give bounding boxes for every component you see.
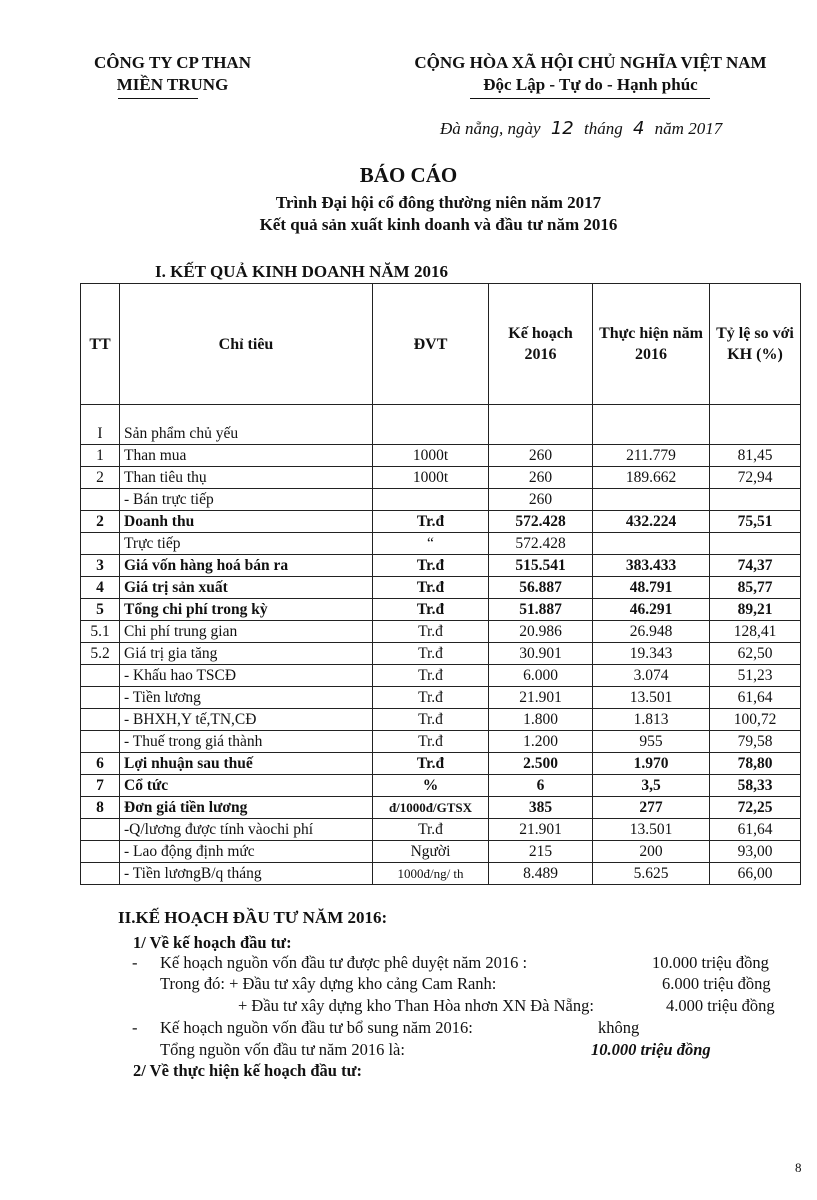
cell-tt: 5.2	[81, 643, 120, 665]
cell-actual: 48.791	[593, 577, 710, 599]
cell-actual: 200	[593, 841, 710, 863]
header-unit: ĐVT	[373, 284, 489, 405]
cell-name: - Tiền lươngB/q tháng	[120, 863, 373, 885]
header-ratio: Tỷ lệ so với KH (%)	[710, 284, 801, 405]
business-results-table	[80, 283, 801, 885]
cell-name: -Q/lương được tính vàochi phí	[120, 819, 373, 841]
additional-capital-value: không	[598, 1018, 640, 1037]
cell-name: - Bán trực tiếp	[120, 489, 373, 511]
company-line-2: MIỀN TRUNG	[116, 75, 229, 94]
cell-plan: 6.000	[489, 665, 593, 687]
table-row	[81, 753, 801, 775]
cell-name: - BHXH,Y tế,TN,CĐ	[120, 709, 373, 731]
cell-ratio: 72,25	[710, 797, 801, 819]
table-row	[81, 445, 801, 467]
cell-name: Doanh thu	[120, 511, 373, 533]
cell-ratio: 79,58	[710, 731, 801, 753]
investment-implementation-heading: 2/ Về thực hiện kế hoạch đầu tư:	[133, 1061, 362, 1080]
cell-unit: 1000t	[373, 445, 489, 467]
cell-unit: Tr.đ	[373, 555, 489, 577]
cell-plan: 260	[489, 445, 593, 467]
cell-tt: 5.1	[81, 621, 120, 643]
cell-unit: Tr.đ	[373, 687, 489, 709]
investment-plan-heading: 1/ Về kế hoạch đầu tư:	[133, 933, 292, 952]
cam-ranh-value: 6.000 triệu đồng	[662, 974, 771, 993]
table-row	[81, 577, 801, 599]
cell-tt: 1	[81, 445, 120, 467]
cell-unit: Người	[373, 841, 489, 863]
cell-ratio: 75,51	[710, 511, 801, 533]
additional-capital-text: Kế hoạch nguồn vốn đầu tư bổ sung năm 2016:	[160, 1018, 473, 1037]
cell-ratio	[710, 405, 801, 445]
cell-unit: Tr.đ	[373, 511, 489, 533]
country-name: CỘNG HÒA XÃ HỘI CHỦ NGHĨA VIỆT NAM	[414, 53, 767, 72]
cell-tt	[81, 731, 120, 753]
cell-ratio: 58,33	[710, 775, 801, 797]
table-row	[81, 819, 801, 841]
cell-plan: 30.901	[489, 643, 593, 665]
cell-name: Than mua	[120, 445, 373, 467]
cell-unit	[373, 405, 489, 445]
table-row	[81, 599, 801, 621]
cell-ratio: 93,00	[710, 841, 801, 863]
table-row	[81, 555, 801, 577]
cell-ratio: 81,45	[710, 445, 801, 467]
table-header-row	[81, 284, 801, 405]
cell-tt: 5	[81, 599, 120, 621]
cell-tt	[81, 863, 120, 885]
cell-tt: 6	[81, 753, 120, 775]
cell-name: Giá trị sản xuất	[120, 577, 373, 599]
table-row	[81, 863, 801, 885]
cell-tt	[81, 665, 120, 687]
cell-unit	[373, 489, 489, 511]
cell-unit: “	[373, 533, 489, 555]
date-year: năm 2017	[654, 119, 723, 138]
table-body	[81, 405, 801, 885]
table-row	[81, 643, 801, 665]
cell-plan: 515.541	[489, 555, 593, 577]
cell-name: Than tiêu thụ	[120, 467, 373, 489]
cell-actual	[593, 489, 710, 511]
date-month-label: tháng	[583, 119, 623, 138]
header-actual: Thực hiện năm 2016	[593, 284, 710, 405]
cell-actual: 3,5	[593, 775, 710, 797]
cell-ratio: 72,94	[710, 467, 801, 489]
company-underline	[118, 98, 198, 99]
cell-name: - Lao động định mức	[120, 841, 373, 863]
cell-name: Lợi nhuận sau thuế	[120, 753, 373, 775]
bullet-dash-2: -	[132, 1018, 138, 1037]
table-row	[81, 533, 801, 555]
total-capital-value: 10.000 triệu đồng	[591, 1040, 711, 1059]
cell-actual: 19.343	[593, 643, 710, 665]
section-1-title: I. KẾT QUẢ KINH DOANH NĂM 2016	[155, 262, 448, 281]
cell-name: Chi phí trung gian	[120, 621, 373, 643]
date-month: 4	[632, 118, 645, 139]
cell-name: Giá vốn hàng hoá bán ra	[120, 555, 373, 577]
cell-plan: 572.428	[489, 511, 593, 533]
cell-actual: 13.501	[593, 687, 710, 709]
cell-tt	[81, 841, 120, 863]
cell-unit: %	[373, 775, 489, 797]
cell-ratio	[710, 489, 801, 511]
company-line-1: CÔNG TY CP THAN	[94, 53, 251, 72]
cell-actual: 383.433	[593, 555, 710, 577]
cell-unit: Tr.đ	[373, 643, 489, 665]
cell-name: Trực tiếp	[120, 533, 373, 555]
motto-underline	[470, 98, 710, 99]
cell-plan	[489, 405, 593, 445]
total-capital-text: Tổng nguồn vốn đầu tư năm 2016 là:	[160, 1040, 405, 1059]
section-2-title: II.KẾ HOẠCH ĐẦU TƯ NĂM 2016:	[118, 908, 388, 927]
date-prefix: Đà nẵng, ngày	[440, 119, 541, 138]
header-tt: TT	[81, 284, 120, 405]
page-number: 8	[795, 1160, 802, 1175]
document-date	[440, 118, 790, 139]
cell-ratio: 61,64	[710, 687, 801, 709]
cell-ratio: 78,80	[710, 753, 801, 775]
cell-tt: 8	[81, 797, 120, 819]
cell-unit: 1000t	[373, 467, 489, 489]
cell-tt	[81, 709, 120, 731]
report-subtitle-2: Kết quả sản xuất kinh doanh và đầu tư năm 2016	[259, 215, 618, 234]
cell-actual: 189.662	[593, 467, 710, 489]
cell-plan: 1.800	[489, 709, 593, 731]
table-row	[81, 665, 801, 687]
cell-actual: 955	[593, 731, 710, 753]
cell-unit: Tr.đ	[373, 819, 489, 841]
cell-tt	[81, 533, 120, 555]
cell-tt: I	[81, 405, 120, 445]
cell-unit: Tr.đ	[373, 753, 489, 775]
cell-plan: 260	[489, 489, 593, 511]
cell-tt	[81, 489, 120, 511]
cell-actual	[593, 405, 710, 445]
cell-unit: Tr.đ	[373, 665, 489, 687]
cell-name: - Khấu hao TSCĐ	[120, 665, 373, 687]
table-row	[81, 709, 801, 731]
approved-capital-value: 10.000 triệu đồng	[652, 953, 769, 972]
report-subtitle-1: Trình Đại hội cổ đông thường niên năm 2017	[275, 193, 602, 212]
cell-name: Đơn giá tiền lương	[120, 797, 373, 819]
header-plan: Kế hoạch 2016	[489, 284, 593, 405]
cell-ratio: 89,21	[710, 599, 801, 621]
cell-unit: Tr.đ	[373, 599, 489, 621]
cell-tt: 2	[81, 511, 120, 533]
cell-actual: 26.948	[593, 621, 710, 643]
cell-plan: 260	[489, 467, 593, 489]
cell-actual: 277	[593, 797, 710, 819]
cell-plan: 6	[489, 775, 593, 797]
cell-name: Tổng chi phí trong kỳ	[120, 599, 373, 621]
cell-unit: Tr.đ	[373, 621, 489, 643]
cell-ratio: 61,64	[710, 819, 801, 841]
cell-unit: Tr.đ	[373, 577, 489, 599]
cell-actual: 13.501	[593, 819, 710, 841]
cell-tt: 2	[81, 467, 120, 489]
cell-name: Cổ tức	[120, 775, 373, 797]
table-row	[81, 489, 801, 511]
cell-plan: 20.986	[489, 621, 593, 643]
table-row	[81, 621, 801, 643]
cell-actual: 1.813	[593, 709, 710, 731]
cell-plan: 1.200	[489, 731, 593, 753]
cell-ratio: 51,23	[710, 665, 801, 687]
table-row	[81, 775, 801, 797]
approved-capital-text: Kế hoạch nguồn vốn đầu tư được phê duyệt năm 2016 :	[160, 953, 528, 972]
cell-tt	[81, 819, 120, 841]
table-row	[81, 467, 801, 489]
cell-ratio: 62,50	[710, 643, 801, 665]
cell-plan: 572.428	[489, 533, 593, 555]
cell-plan: 21.901	[489, 819, 593, 841]
table-row	[81, 405, 801, 445]
company-name	[70, 52, 275, 96]
cell-ratio: 66,00	[710, 863, 801, 885]
cell-ratio: 128,41	[710, 621, 801, 643]
cell-plan: 215	[489, 841, 593, 863]
cell-name: - Tiền lương	[120, 687, 373, 709]
table-row	[81, 687, 801, 709]
cell-actual: 46.291	[593, 599, 710, 621]
cell-unit: đ/1000đ/GTSX	[373, 797, 489, 819]
cell-actual: 432.224	[593, 511, 710, 533]
cell-plan: 8.489	[489, 863, 593, 885]
cell-ratio: 85,77	[710, 577, 801, 599]
date-day: 12	[550, 118, 574, 139]
cell-plan: 2.500	[489, 753, 593, 775]
cell-actual: 211.779	[593, 445, 710, 467]
cell-name: Sản phẩm chủ yếu	[120, 405, 373, 445]
report-title: BÁO CÁO	[359, 163, 458, 187]
hoa-nhon-text: + Đầu tư xây dựng kho Than Hòa nhơn XN Đà Nẵng:	[238, 996, 594, 1015]
cell-actual: 5.625	[593, 863, 710, 885]
cell-unit: 1000đ/ng/ th	[373, 863, 489, 885]
national-motto: Độc Lập - Tự do - Hạnh phúc	[483, 75, 698, 94]
table-row	[81, 797, 801, 819]
cell-plan: 385	[489, 797, 593, 819]
national-heading	[383, 52, 798, 96]
header-indicator: Chỉ tiêu	[120, 284, 373, 405]
table-row	[81, 511, 801, 533]
cell-tt: 4	[81, 577, 120, 599]
cell-plan: 51.887	[489, 599, 593, 621]
cell-unit: Tr.đ	[373, 709, 489, 731]
cell-ratio: 74,37	[710, 555, 801, 577]
cell-plan: 56.887	[489, 577, 593, 599]
cell-tt: 7	[81, 775, 120, 797]
cell-name: - Thuế trong giá thành	[120, 731, 373, 753]
cell-tt: 3	[81, 555, 120, 577]
cell-actual	[593, 533, 710, 555]
cell-ratio: 100,72	[710, 709, 801, 731]
cell-unit: Tr.đ	[373, 731, 489, 753]
bullet-dash: -	[132, 953, 138, 972]
cell-tt	[81, 687, 120, 709]
hoa-nhon-value: 4.000 triệu đồng	[666, 996, 775, 1015]
cell-plan: 21.901	[489, 687, 593, 709]
cell-name: Giá trị gia tăng	[120, 643, 373, 665]
cell-ratio	[710, 533, 801, 555]
table-row	[81, 841, 801, 863]
cell-actual: 3.074	[593, 665, 710, 687]
cell-actual: 1.970	[593, 753, 710, 775]
cam-ranh-text: Trong đó: + Đầu tư xây dựng kho cảng Cam Ranh:	[160, 974, 497, 993]
table-row	[81, 731, 801, 753]
